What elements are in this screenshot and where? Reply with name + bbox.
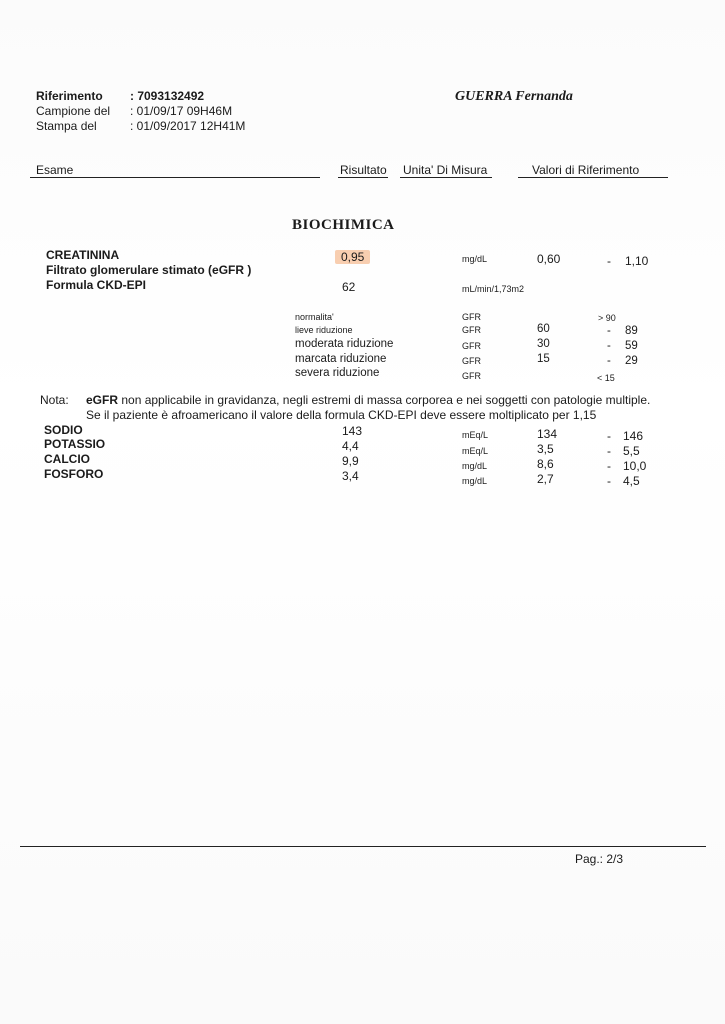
potassio-name: POTASSIO <box>44 437 106 451</box>
creatinina-unit: mg/dL <box>462 254 488 264</box>
stampa-label: Stampa del <box>36 119 97 133</box>
fosforo-result: 3,4 <box>342 469 359 483</box>
note-line-1 <box>86 393 650 407</box>
sodio-ref-sep: - <box>607 429 611 443</box>
gfr-row-sep: - <box>607 325 611 337</box>
header-rule-valori <box>518 177 668 178</box>
gfr-row-unit: GFR <box>462 371 481 381</box>
note-bold: eGFR <box>86 393 119 407</box>
gfr-row-low: 60 <box>537 323 550 335</box>
creatinina-result-wrap <box>335 250 370 264</box>
section-title: BIOCHIMICA <box>292 217 395 233</box>
calcio-ref-sep: - <box>607 459 611 473</box>
gfr-row-high: 29 <box>625 355 638 367</box>
gfr-row-label: lieve riduzione <box>295 325 353 335</box>
note-label: Nota: <box>40 393 69 407</box>
egfr-result: 62 <box>342 280 356 294</box>
note-text-1: non applicabile in gravidanza, negli estremi di massa corporea e nei soggetti con patologie multiple. <box>118 393 651 407</box>
col-unita: Unita' Di Misura <box>403 163 488 177</box>
header-rule-unita <box>400 177 492 178</box>
creatinina-ref-high: 1,10 <box>625 254 649 268</box>
note-line-2: Se il paziente è afroamericano il valore della formula CKD-EPI deve essere moltiplicato per 1,15 <box>86 408 597 422</box>
creatinina-name: CREATININA <box>46 248 120 262</box>
potassio-ref-high: 5,5 <box>623 444 640 458</box>
calcio-ref-high: 10,0 <box>623 459 647 473</box>
gfr-row-unit: GFR <box>462 341 481 351</box>
gfr-row-label: severa riduzione <box>295 367 380 379</box>
potassio-ref-low: 3,5 <box>537 442 554 456</box>
creatinina-result: 0,95 <box>335 250 370 264</box>
gfr-row-label: moderata riduzione <box>295 338 394 350</box>
gfr-row-unit: GFR <box>462 325 481 335</box>
header-rule-risultato <box>338 177 388 178</box>
patient-name: GUERRA Fernanda <box>455 89 573 104</box>
calcio-result: 9,9 <box>342 454 359 468</box>
potassio-unit: mEq/L <box>462 446 489 456</box>
sodio-unit: mEq/L <box>462 430 489 440</box>
gfr-row-high: 59 <box>625 340 638 352</box>
col-esame: Esame <box>36 163 74 177</box>
egfr-name: Filtrato glomerulare stimato (eGFR ) <box>46 263 252 277</box>
gfr-row-high: > 90 <box>598 313 616 323</box>
fosforo-ref-low: 2,7 <box>537 472 554 486</box>
footer-rule <box>20 846 706 847</box>
stampa-value: : 01/09/2017 12H41M <box>130 119 246 133</box>
gfr-row-unit: GFR <box>462 312 481 322</box>
gfr-row-sep: - <box>607 340 611 352</box>
sodio-ref-low: 134 <box>537 427 558 441</box>
header-rule-left <box>30 177 320 178</box>
gfr-row-label: normalita' <box>295 312 334 322</box>
fosforo-ref-sep: - <box>607 474 611 488</box>
page-number: Pag.: 2/3 <box>575 852 624 866</box>
sodio-name: SODIO <box>44 423 83 437</box>
col-risultato: Risultato <box>340 163 387 177</box>
fosforo-name: FOSFORO <box>44 467 104 481</box>
potassio-ref-sep: - <box>607 444 611 458</box>
creatinina-ref-sep: - <box>607 254 611 268</box>
campione-label: Campione del <box>36 104 111 118</box>
gfr-row-high: 89 <box>625 325 638 337</box>
sodio-ref-high: 146 <box>623 429 644 443</box>
gfr-row-unit: GFR <box>462 356 481 366</box>
calcio-unit: mg/dL <box>462 461 488 471</box>
calcio-name: CALCIO <box>44 452 90 466</box>
campione-value: : 01/09/17 09H46M <box>130 104 233 118</box>
col-valori: Valori di Riferimento <box>532 163 640 177</box>
gfr-row-low: 30 <box>537 338 550 350</box>
fosforo-unit: mg/dL <box>462 476 488 486</box>
sodio-result: 143 <box>342 424 363 438</box>
calcio-ref-low: 8,6 <box>537 457 554 471</box>
potassio-result: 4,4 <box>342 439 359 453</box>
egfr-formula: Formula CKD-EPI <box>46 278 147 292</box>
creatinina-ref-low: 0,60 <box>537 252 561 266</box>
fosforo-ref-high: 4,5 <box>623 474 640 488</box>
gfr-row-low: 15 <box>537 353 550 365</box>
riferimento-label: Riferimento <box>36 89 103 103</box>
gfr-row-sep: - <box>607 355 611 367</box>
gfr-row-high: < 15 <box>597 373 615 383</box>
riferimento-value: : 7093132492 <box>130 89 205 103</box>
egfr-unit: mL/min/1,73m2 <box>462 284 525 294</box>
gfr-row-label: marcata riduzione <box>295 353 387 365</box>
